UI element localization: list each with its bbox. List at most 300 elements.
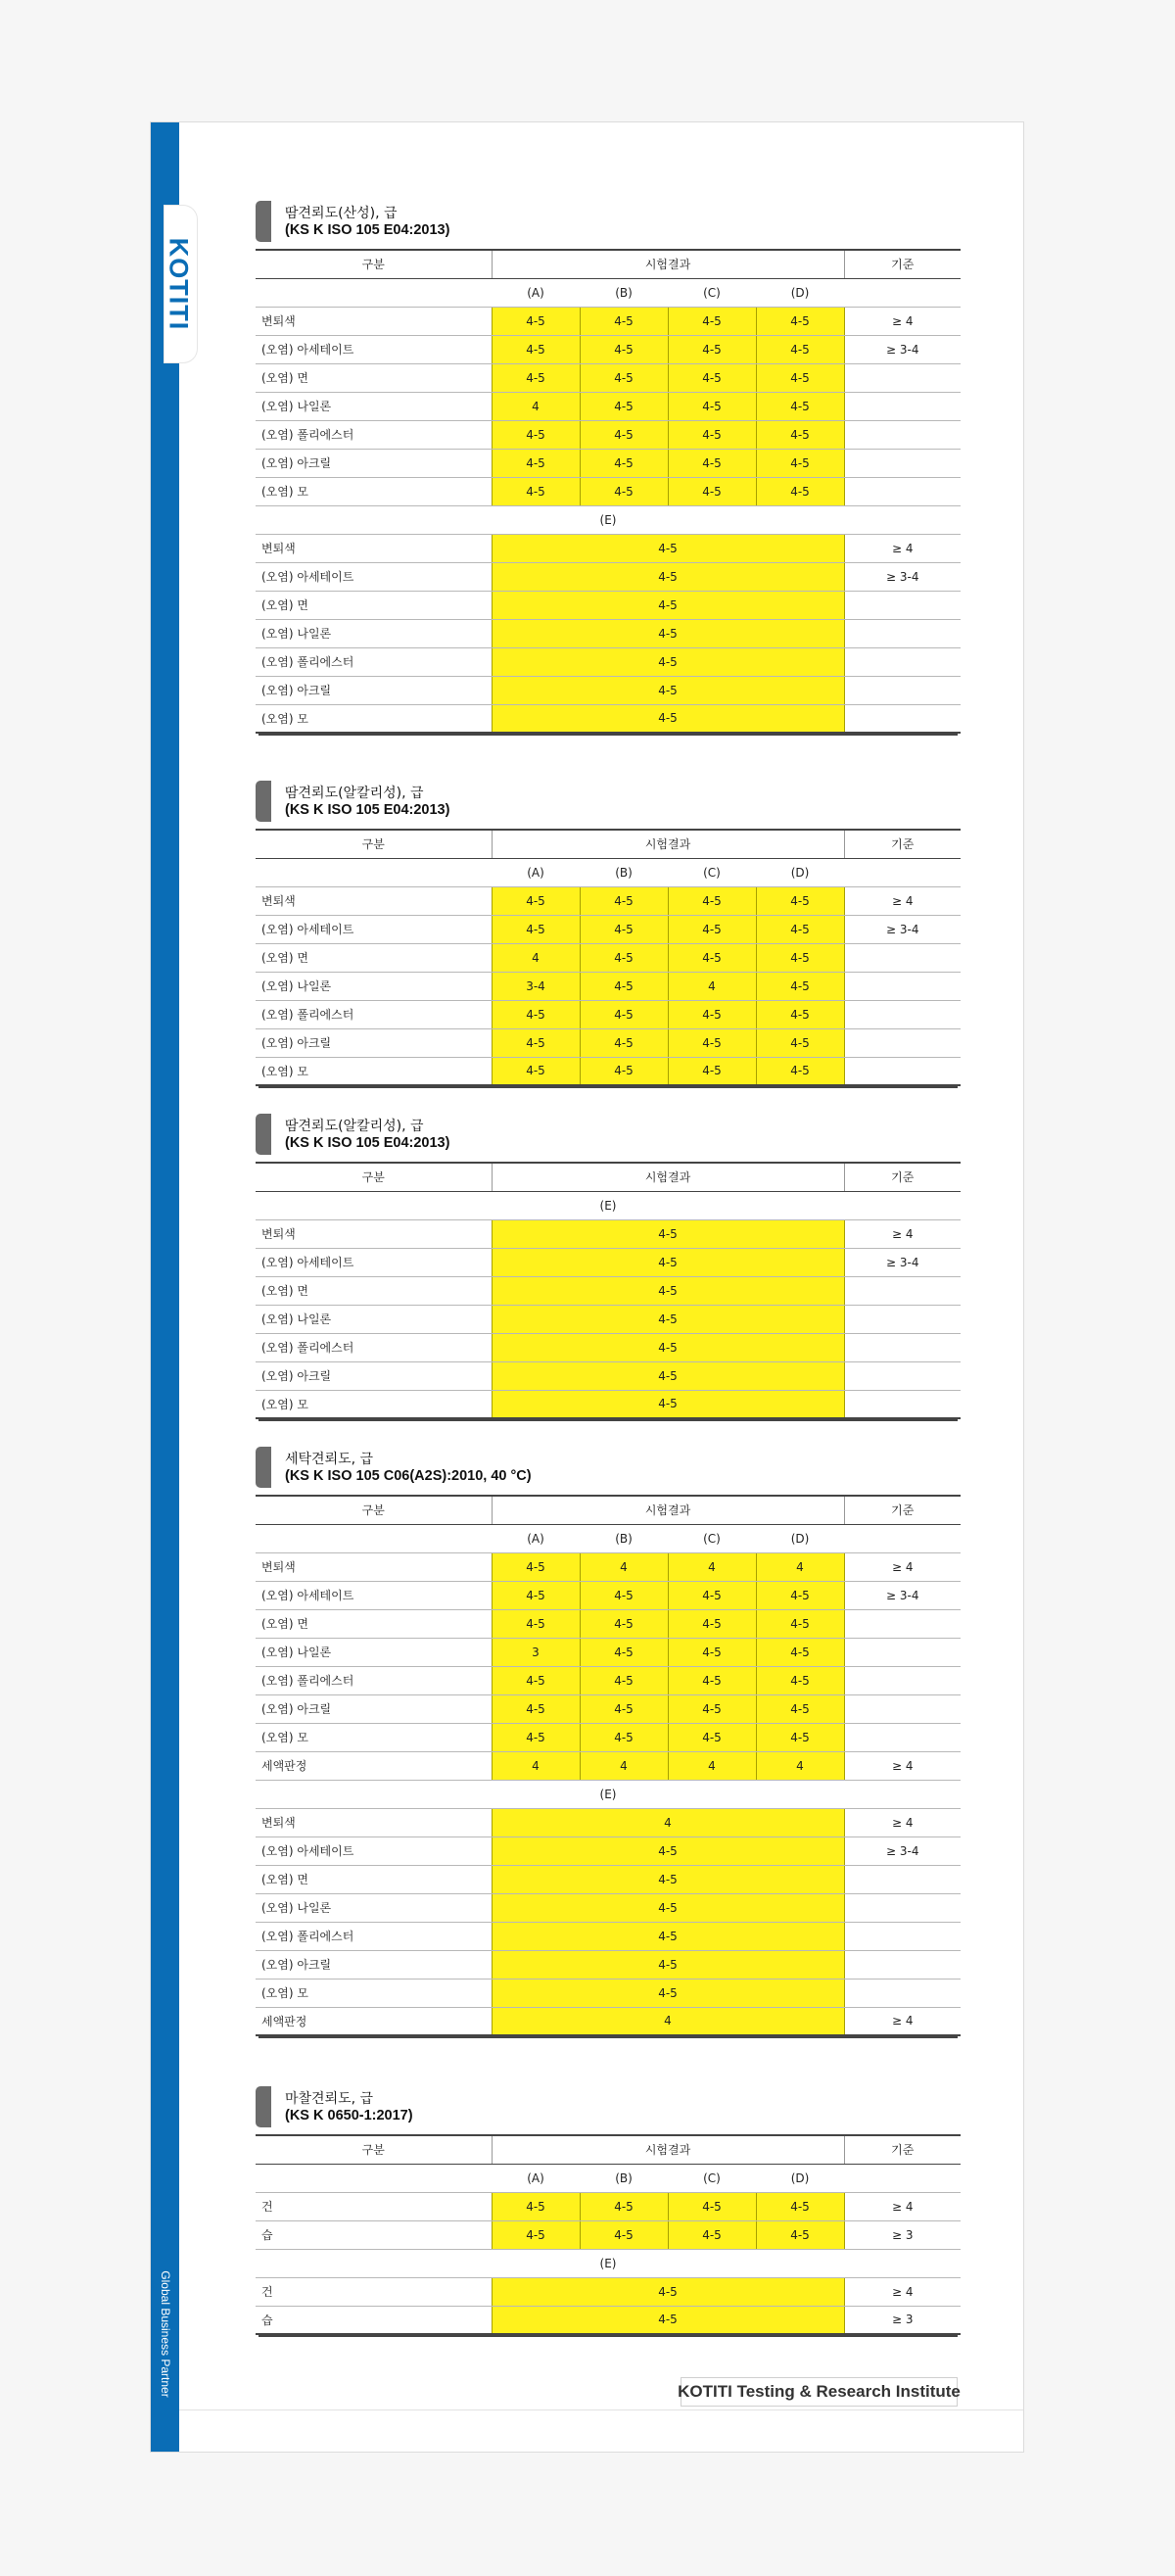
section-marker (256, 2086, 271, 2127)
grade-cell: 4-5 (492, 886, 580, 915)
row-label: (오염) 폴리에스터 (256, 1000, 492, 1028)
grade-cell: 4-5 (580, 943, 668, 972)
grade-cell: 4-5 (756, 477, 844, 505)
grade-cell: 4-5 (492, 449, 580, 477)
grade-cell: 4-5 (492, 915, 580, 943)
table-row (256, 915, 961, 943)
row-label: 변퇴색 (256, 886, 492, 915)
result-table (256, 1162, 961, 1419)
grade-cell: 4-5 (756, 2192, 844, 2220)
row-label: (오염) 모 (256, 1979, 492, 2007)
result-section (256, 1447, 961, 2042)
specimen-label: (E) (256, 1780, 961, 1808)
grade-cell: 4-5 (756, 1638, 844, 1666)
header-criteria: 기준 (844, 1496, 961, 1524)
grade-cell: 4-5 (756, 363, 844, 392)
row-label: (오염) 아크릴 (256, 1694, 492, 1723)
grade-cell: 4-5 (756, 1581, 844, 1609)
section-header (256, 781, 961, 823)
grade-cell: 4-5 (756, 2220, 844, 2249)
result-section (256, 781, 961, 1092)
table-header-row (256, 1496, 961, 1524)
section-marker (256, 781, 271, 822)
grade-cell: 4-5 (492, 363, 580, 392)
specimen-label: (B) (580, 278, 668, 307)
header-result: 시험결과 (492, 2135, 844, 2164)
grade-cell: 4-5 (492, 1979, 844, 2007)
grade-cell: 4 (756, 1552, 844, 1581)
header-category: 구분 (256, 1496, 492, 1524)
grade-cell: 4 (668, 1751, 756, 1780)
criteria-cell (844, 1333, 961, 1361)
specimen-label: (E) (256, 505, 961, 534)
row-label: (오염) 아세테이트 (256, 562, 492, 591)
grade-cell: 4-5 (492, 704, 844, 733)
grade-cell: 4-5 (492, 1950, 844, 1979)
table-row (256, 1723, 961, 1751)
specimen-label-row (256, 2249, 961, 2277)
criteria-cell: ≥ 3-4 (844, 915, 961, 943)
section-title: 땀견뢰도(알칼리성), 급 (285, 1119, 424, 1134)
criteria-cell (844, 1950, 961, 1979)
row-label: (오염) 나일론 (256, 619, 492, 647)
grade-cell: 3 (492, 1638, 580, 1666)
table-row (256, 591, 961, 619)
grade-cell: 4-5 (668, 886, 756, 915)
grade-cell: 4-5 (492, 2192, 580, 2220)
table-row (256, 943, 961, 972)
grade-cell: 4-5 (668, 1666, 756, 1694)
criteria-cell (844, 676, 961, 704)
table-row (256, 676, 961, 704)
grade-cell: 4-5 (492, 420, 580, 449)
criteria-cell (844, 1305, 961, 1333)
table-row (256, 1581, 961, 1609)
grade-cell: 4-5 (756, 392, 844, 420)
criteria-cell (844, 647, 961, 676)
grade-cell: 4-5 (492, 1893, 844, 1922)
specimen-label: (E) (256, 2249, 961, 2277)
criteria-cell (844, 972, 961, 1000)
section-title: 마찰견뢰도, 급 (285, 2091, 374, 2107)
table-row (256, 1837, 961, 1865)
grade-cell: 4-5 (668, 477, 756, 505)
grade-cell: 4-5 (580, 1000, 668, 1028)
row-label: (오염) 폴리에스터 (256, 420, 492, 449)
specimen-label-row (256, 505, 961, 534)
header-criteria: 기준 (844, 250, 961, 278)
grade-cell: 4-5 (668, 1000, 756, 1028)
row-label: (오염) 모 (256, 704, 492, 733)
grade-cell: 4-5 (756, 886, 844, 915)
row-label: (오염) 아크릴 (256, 1028, 492, 1057)
criteria-cell (844, 1694, 961, 1723)
criteria-cell (844, 1276, 961, 1305)
grade-cell: 4-5 (580, 392, 668, 420)
table-row (256, 307, 961, 335)
grade-cell: 4-5 (756, 307, 844, 335)
row-label: (오염) 모 (256, 1057, 492, 1085)
grade-cell: 4 (668, 972, 756, 1000)
grade-cell: 4-5 (756, 1057, 844, 1085)
row-label: (오염) 면 (256, 363, 492, 392)
grade-cell: 4-5 (492, 1694, 580, 1723)
grade-cell: 4-5 (492, 1361, 844, 1390)
row-label: (오염) 나일론 (256, 1893, 492, 1922)
specimen-label: (B) (580, 858, 668, 886)
criteria-cell (844, 943, 961, 972)
kotiti-logo: KOTITI (164, 237, 194, 331)
grade-cell: 4-5 (492, 1000, 580, 1028)
table-row (256, 1865, 961, 1893)
table-row (256, 335, 961, 363)
table-header-row (256, 2135, 961, 2164)
criteria-cell: ≥ 4 (844, 534, 961, 562)
grade-cell: 4-5 (580, 2192, 668, 2220)
section-standard: (KS K ISO 105 C06(A2S):2010, 40 °C) (285, 1468, 532, 1484)
grade-cell: 4-5 (492, 1219, 844, 1248)
criteria-cell (844, 420, 961, 449)
grade-cell: 3-4 (492, 972, 580, 1000)
grade-cell: 4-5 (492, 1581, 580, 1609)
specimen-label-row (256, 278, 961, 307)
criteria-cell (844, 1893, 961, 1922)
row-label: (오염) 모 (256, 1723, 492, 1751)
specimen-label: (C) (668, 1524, 756, 1552)
specimen-label: (A) (492, 1524, 580, 1552)
grade-cell: 4-5 (492, 307, 580, 335)
table-row (256, 1950, 961, 1979)
row-label: (오염) 면 (256, 1276, 492, 1305)
criteria-cell: ≥ 4 (844, 886, 961, 915)
grade-cell: 4-5 (668, 1638, 756, 1666)
row-label: 습 (256, 2220, 492, 2249)
table-row (256, 477, 961, 505)
criteria-cell: ≥ 4 (844, 2192, 961, 2220)
result-section (256, 2086, 961, 2341)
row-label: 습 (256, 2306, 492, 2334)
grade-cell: 4-5 (492, 676, 844, 704)
row-label: (오염) 아크릴 (256, 1950, 492, 1979)
row-label: (오염) 나일론 (256, 972, 492, 1000)
specimen-label: (A) (492, 278, 580, 307)
grade-cell: 4 (580, 1552, 668, 1581)
grade-cell: 4 (668, 1552, 756, 1581)
result-table (256, 829, 961, 1086)
grade-cell: 4-5 (580, 972, 668, 1000)
grade-cell: 4-5 (580, 363, 668, 392)
section-header (256, 201, 961, 243)
grade-cell: 4-5 (492, 1390, 844, 1418)
row-label: (오염) 아크릴 (256, 449, 492, 477)
section-header (256, 2086, 961, 2128)
criteria-cell (844, 1723, 961, 1751)
row-label: 변퇴색 (256, 307, 492, 335)
grade-cell: 4-5 (668, 2192, 756, 2220)
specimen-label: (D) (756, 858, 844, 886)
row-label: (오염) 폴리에스터 (256, 647, 492, 676)
grade-cell: 4-5 (756, 1000, 844, 1028)
grade-cell: 4 (756, 1751, 844, 1780)
grade-cell: 4-5 (580, 1057, 668, 1085)
specimen-label: (B) (580, 2164, 668, 2192)
table-row (256, 1922, 961, 1950)
criteria-cell (844, 363, 961, 392)
criteria-cell (844, 1979, 961, 2007)
header-result: 시험결과 (492, 1163, 844, 1191)
grade-cell: 4-5 (668, 1581, 756, 1609)
grade-cell: 4-5 (492, 1922, 844, 1950)
grade-cell: 4-5 (756, 335, 844, 363)
specimen-label: (B) (580, 1524, 668, 1552)
grade-cell: 4-5 (756, 1609, 844, 1638)
grade-cell: 4-5 (580, 1581, 668, 1609)
row-label: (오염) 면 (256, 943, 492, 972)
section-marker (256, 201, 271, 242)
grade-cell: 4-5 (580, 477, 668, 505)
row-label: (오염) 면 (256, 591, 492, 619)
table-row (256, 886, 961, 915)
row-label: (오염) 폴리에스터 (256, 1666, 492, 1694)
grade-cell: 4-5 (492, 1333, 844, 1361)
grade-cell: 4-5 (492, 591, 844, 619)
grade-cell: 4-5 (492, 619, 844, 647)
row-label: (오염) 면 (256, 1865, 492, 1893)
side-slogan: Global Business Partner (159, 2270, 172, 2398)
grade-cell: 4-5 (492, 2220, 580, 2249)
criteria-cell (844, 1390, 961, 1418)
side-accent-bar (151, 122, 179, 2452)
grade-cell: 4-5 (492, 1723, 580, 1751)
row-label: (오염) 나일론 (256, 1638, 492, 1666)
table-row (256, 1979, 961, 2007)
criteria-cell: ≥ 3 (844, 2220, 961, 2249)
specimen-label: (C) (668, 278, 756, 307)
table-row (256, 1333, 961, 1361)
table-row (256, 1552, 961, 1581)
grade-cell: 4-5 (492, 1305, 844, 1333)
specimen-label: (C) (668, 2164, 756, 2192)
grade-cell: 4-5 (492, 1837, 844, 1865)
grade-cell: 4-5 (756, 1723, 844, 1751)
row-label: (오염) 아세테이트 (256, 915, 492, 943)
grade-cell: 4 (492, 2007, 844, 2035)
grade-cell: 4-5 (580, 449, 668, 477)
grade-cell: 4-5 (756, 1028, 844, 1057)
grade-cell: 4-5 (580, 886, 668, 915)
row-label: (오염) 아세테이트 (256, 1248, 492, 1276)
grade-cell: 4 (492, 943, 580, 972)
specimen-label: (D) (756, 1524, 844, 1552)
grade-cell: 4-5 (668, 307, 756, 335)
criteria-cell: ≥ 4 (844, 2007, 961, 2035)
grade-cell: 4-5 (668, 2220, 756, 2249)
section-title: 세탁견뢰도, 급 (285, 1452, 374, 1467)
grade-cell: 4-5 (492, 1865, 844, 1893)
grade-cell: 4-5 (756, 915, 844, 943)
row-label: (오염) 폴리에스터 (256, 1333, 492, 1361)
criteria-cell: ≥ 3 (844, 2306, 961, 2334)
section-standard: (KS K ISO 105 E04:2013) (285, 222, 450, 238)
grade-cell: 4 (492, 392, 580, 420)
criteria-cell: ≥ 3-4 (844, 1837, 961, 1865)
section-standard: (KS K 0650-1:2017) (285, 2108, 413, 2123)
criteria-cell (844, 477, 961, 505)
criteria-cell (844, 449, 961, 477)
grade-cell: 4-5 (668, 1609, 756, 1638)
row-label: 건 (256, 2192, 492, 2220)
grade-cell: 4-5 (580, 1028, 668, 1057)
table-row (256, 2007, 961, 2035)
table-row (256, 449, 961, 477)
row-label: (오염) 아크릴 (256, 676, 492, 704)
table-row (256, 647, 961, 676)
table-row (256, 1219, 961, 1248)
section-title: 땀견뢰도(산성), 급 (285, 206, 398, 221)
table-row (256, 1751, 961, 1780)
grade-cell: 4-5 (756, 1666, 844, 1694)
table-row (256, 1305, 961, 1333)
table-row (256, 363, 961, 392)
header-category: 구분 (256, 2135, 492, 2164)
row-label: 변퇴색 (256, 1552, 492, 1581)
grade-cell: 4-5 (492, 1028, 580, 1057)
table-header-row (256, 250, 961, 278)
specimen-label-row (256, 1191, 961, 1219)
specimen-label: (C) (668, 858, 756, 886)
table-row (256, 562, 961, 591)
grade-cell: 4-5 (668, 392, 756, 420)
section-marker (256, 1447, 271, 1488)
grade-cell: 4-5 (580, 335, 668, 363)
section-marker (256, 1114, 271, 1155)
grade-cell: 4-5 (580, 1638, 668, 1666)
grade-cell: 4 (492, 1808, 844, 1837)
section-title: 땀견뢰도(알칼리성), 급 (285, 786, 424, 801)
criteria-cell: ≥ 4 (844, 1552, 961, 1581)
grade-cell: 4-5 (580, 1666, 668, 1694)
grade-cell: 4 (492, 1751, 580, 1780)
header-result: 시험결과 (492, 250, 844, 278)
result-table (256, 249, 961, 734)
grade-cell: 4-5 (668, 1694, 756, 1723)
header-criteria: 기준 (844, 830, 961, 858)
row-label: 변퇴색 (256, 1808, 492, 1837)
specimen-label: (A) (492, 2164, 580, 2192)
criteria-cell (844, 1609, 961, 1638)
grade-cell: 4-5 (492, 1609, 580, 1638)
grade-cell: 4-5 (756, 420, 844, 449)
table-row (256, 1361, 961, 1390)
row-label: (오염) 모 (256, 477, 492, 505)
table-row (256, 704, 961, 733)
criteria-cell: ≥ 3-4 (844, 335, 961, 363)
specimen-label: (E) (256, 1191, 961, 1219)
criteria-cell (844, 1000, 961, 1028)
grade-cell: 4-5 (668, 1723, 756, 1751)
table-row (256, 1390, 961, 1418)
criteria-cell (844, 1057, 961, 1085)
grade-cell: 4-5 (668, 420, 756, 449)
table-row (256, 1057, 961, 1085)
grade-cell: 4-5 (580, 915, 668, 943)
criteria-cell: ≥ 3-4 (844, 562, 961, 591)
criteria-cell: ≥ 3-4 (844, 1581, 961, 1609)
criteria-cell (844, 1638, 961, 1666)
table-row (256, 1248, 961, 1276)
row-label: 건 (256, 2277, 492, 2306)
result-table (256, 1495, 961, 2036)
criteria-cell (844, 1865, 961, 1893)
specimen-label-row (256, 858, 961, 886)
section-header (256, 1447, 961, 1489)
header-criteria: 기준 (844, 1163, 961, 1191)
table-row (256, 1276, 961, 1305)
table-row (256, 1000, 961, 1028)
table-row (256, 2277, 961, 2306)
grade-cell: 4-5 (756, 1694, 844, 1723)
table-row (256, 2306, 961, 2334)
header-result: 시험결과 (492, 1496, 844, 1524)
specimen-label: (D) (756, 278, 844, 307)
row-label: (오염) 모 (256, 1390, 492, 1418)
header-result: 시험결과 (492, 830, 844, 858)
row-label: 변퇴색 (256, 1219, 492, 1248)
table-row (256, 1808, 961, 1837)
grade-cell: 4-5 (492, 1248, 844, 1276)
table-row (256, 1893, 961, 1922)
criteria-cell (844, 1922, 961, 1950)
report-page (150, 121, 1024, 2453)
table-header-row (256, 1163, 961, 1191)
grade-cell: 4-5 (668, 915, 756, 943)
result-section (256, 1114, 961, 1425)
table-row (256, 2192, 961, 2220)
table-row (256, 1028, 961, 1057)
specimen-label-row (256, 1524, 961, 1552)
grade-cell: 4-5 (756, 943, 844, 972)
grade-cell: 4-5 (580, 1694, 668, 1723)
grade-cell: 4-5 (492, 335, 580, 363)
footer-divider (179, 2409, 1023, 2410)
grade-cell: 4-5 (668, 363, 756, 392)
table-row (256, 1609, 961, 1638)
header-category: 구분 (256, 250, 492, 278)
grade-cell: 4-5 (756, 449, 844, 477)
table-row (256, 1638, 961, 1666)
row-label: 변퇴색 (256, 534, 492, 562)
row-label: (오염) 나일론 (256, 1305, 492, 1333)
table-header-row (256, 830, 961, 858)
table-row (256, 1694, 961, 1723)
section-standard: (KS K ISO 105 E04:2013) (285, 802, 450, 818)
grade-cell: 4-5 (492, 562, 844, 591)
row-label: 세액판정 (256, 2007, 492, 2035)
grade-cell: 4 (580, 1751, 668, 1780)
grade-cell: 4-5 (756, 972, 844, 1000)
grade-cell: 4-5 (492, 2306, 844, 2334)
table-row (256, 972, 961, 1000)
criteria-cell (844, 392, 961, 420)
criteria-cell: ≥ 3-4 (844, 1248, 961, 1276)
grade-cell: 4-5 (492, 1552, 580, 1581)
row-label: 세액판정 (256, 1751, 492, 1780)
grade-cell: 4-5 (580, 1723, 668, 1751)
criteria-cell (844, 1361, 961, 1390)
footer-institute-label: KOTITI Testing & Research Institute (681, 2377, 958, 2407)
grade-cell: 4-5 (580, 420, 668, 449)
result-table (256, 2134, 961, 2335)
